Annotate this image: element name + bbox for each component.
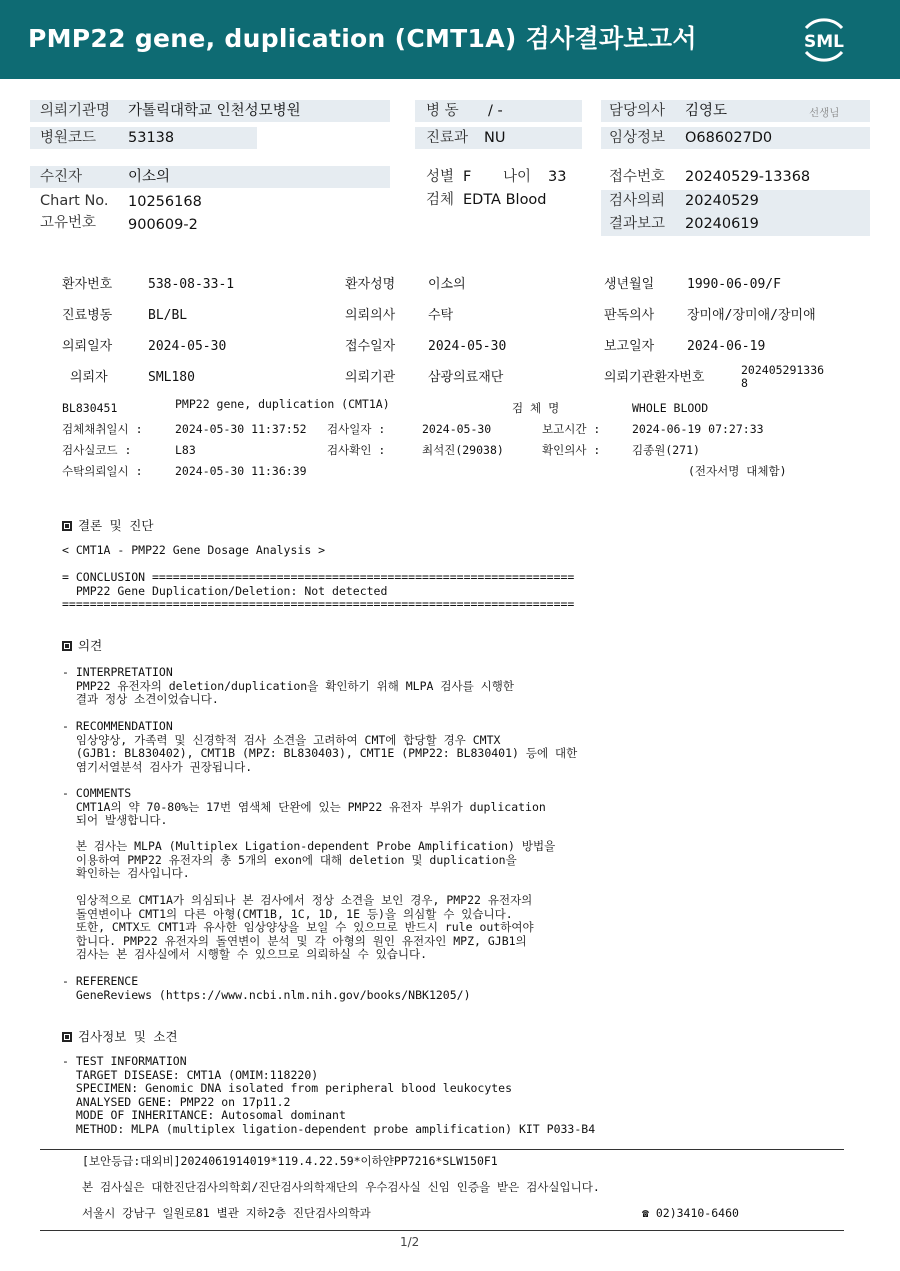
section-testinfo-heading: 검사정보 및 소견 (62, 1027, 178, 1045)
form-reqpatno-value-cont: 8 (741, 376, 748, 390)
exam-consign-label: 수탁의뢰일시 : (62, 464, 143, 478)
code-value: 53138 (128, 130, 175, 146)
form-requester-value: SML180 (148, 370, 195, 385)
clin-value: O686027D0 (685, 130, 773, 146)
doctor-suffix: 선생님 (809, 107, 840, 119)
form-ward-label: 진료병동 (62, 308, 113, 323)
form-recvdate-label: 접수일자 (345, 339, 396, 354)
doctor-value: 김영도 (685, 103, 728, 119)
page-number: 1/2 (400, 1235, 420, 1249)
exam-labcode-label: 검사실코드 : (62, 443, 132, 457)
form-readdoc-label: 판독의사 (604, 308, 655, 323)
report-value: 20240619 (685, 216, 759, 232)
exam-consign-value: 2024-05-30 11:36:39 (175, 464, 307, 478)
interpretation-block: - INTERPRETATION PMP22 유전자의 deletion/duplication을 확인하기 위해 MLPA 검사를 시행한 결과 정상 소견이었습니다. (62, 665, 514, 706)
exam-esign-note: (전자서명 대체함) (688, 464, 787, 478)
comments-block-2: 본 검사는 MLPA (Multiplex Ligation-dependent Probe Amplification) 방법을 이용하여 PMP22 유전자의 총 5개의 exon에 대해 deletion 및 duplication을 확인하는 검사입니다. (75, 839, 556, 880)
dept-label: 진료과 (426, 130, 469, 146)
info-bar-patient (30, 166, 390, 188)
report-label: 결과보고 (609, 216, 666, 232)
sex-value: F (463, 169, 472, 185)
form-recvdate-value: 2024-05-30 (428, 339, 507, 354)
chart-value: 10256168 (128, 194, 202, 210)
section-square-icon (62, 521, 72, 531)
report-title: PMP22 gene, duplication (CMT1A) 검사결과보고서 (28, 24, 697, 53)
recv-label: 접수번호 (609, 169, 666, 185)
specimen-value: EDTA Blood (463, 192, 547, 208)
req-value: 20240529 (685, 193, 759, 209)
ward-label: 병 동 (426, 103, 459, 119)
footer-bottom-rule (40, 1230, 844, 1231)
exam-labcode-value: L83 (175, 443, 196, 457)
patient-value: 이소의 (128, 169, 171, 185)
form-birth-value: 1990-06-09/F (687, 277, 781, 292)
form-repdate-label: 보고일자 (604, 339, 655, 354)
age-label: 나이 (503, 169, 532, 185)
inst-value: 가톨릭대학교 인천성모병원 (128, 103, 301, 119)
exam-reptime-value: 2024-06-19 07:27:33 (632, 422, 764, 436)
exam-confirm-value: 김종원(271) (632, 443, 700, 457)
sml-logo (796, 14, 852, 66)
exam-spec-value: WHOLE BLOOD (632, 401, 709, 415)
uid-label: 고유번호 (40, 215, 97, 231)
form-reqinst-value: 삼광의료재단 (428, 370, 504, 385)
form-reqpatno-label: 의뢰기관환자번호 (604, 370, 705, 385)
exam-collect-label: 검체채취일시 : (62, 422, 143, 436)
form-requester-label: 의뢰자 (70, 370, 108, 385)
ward-value: / - (488, 103, 503, 119)
clin-label: 임상정보 (609, 130, 666, 146)
certification-line: 본 검사실은 대한진단검사의학회/진단검사의학재단의 우수검사실 신임 인증을 받은 검사실입니다. (82, 1180, 600, 1194)
phone-line: ☎ 02)3410-6460 (642, 1206, 739, 1220)
exam-verify-value: 최석진(29038) (422, 443, 504, 457)
form-readdoc-value: 장미애/장미애/장미애 (687, 308, 816, 323)
form-patno-label: 환자번호 (62, 277, 113, 292)
form-reqdoc-value: 수탁 (428, 308, 454, 323)
section-conclusion-heading: 결론 및 진단 (62, 516, 153, 534)
form-patno-value: 538-08-33-1 (148, 277, 235, 292)
form-birth-label: 생년월일 (604, 277, 655, 292)
conclusion-block: = CONCLUSION ============================================================= PMP22 Gene Duplication/Deletion: Not detected ========================================================================== (62, 570, 575, 611)
form-reqdate-value: 2024-05-30 (148, 339, 227, 354)
form-repdate-value: 2024-06-19 (687, 339, 766, 354)
exam-testdate-value: 2024-05-30 (422, 422, 492, 436)
exam-verify-label: 검사확인 : (327, 443, 386, 457)
security-line: [보안등급:대외비]2024061914019*119.4.22.59*이하얀PP7216*SLW150F1 (82, 1154, 498, 1168)
exam-testdate-label: 검사일자 : (327, 422, 386, 436)
form-reqdate-label: 의뢰일자 (62, 339, 113, 354)
comments-block-3: 임상적으로 CMT1A가 의심되나 본 검사에서 정상 소견을 보인 경우, PMP22 유전자의 돌연변이나 CMT1의 다른 아형(CMT1B, 1C, 1D, 1E 등)을 의심할 수 있습니다. 또한, CMTX도 CMT1과 유사한 임상양상을 보일 수 있으므로 반드시 rule out하여야 합니다. PMP22 유전자의 돌연변이 분석 및 각 아형의 원인 유전자인 MPZ, GJB1의 검사는 본 검사실에서 시행할 수 있으므로 의뢰하실 수 있습니다. (75, 893, 534, 961)
exam-confirm-label: 확인의사 : (542, 443, 601, 457)
form-name-label: 환자성명 (345, 277, 396, 292)
section-square-icon (62, 1032, 72, 1042)
report-header (0, 0, 900, 79)
uid-value: 900609-2 (128, 217, 198, 233)
form-name-value: 이소의 (428, 277, 466, 292)
req-label: 검사의뢰 (609, 193, 666, 209)
form-reqpatno-value: 202405291336 (741, 363, 825, 377)
dept-value: NU (484, 130, 506, 146)
exam-code: BL830451 (62, 401, 118, 415)
section-square-icon (62, 641, 72, 651)
form-reqdoc-label: 의뢰의사 (345, 308, 396, 323)
code-label: 병원코드 (40, 130, 97, 146)
doctor-label: 담당의사 (609, 103, 666, 119)
form-reqinst-label: 의뢰기관 (345, 370, 396, 385)
recv-value: 20240529-13368 (685, 169, 811, 185)
reference-block: - REFERENCE GeneReviews (https://www.ncbi.nlm.nih.gov/books/NBK1205/) (62, 974, 471, 1002)
chart-label: Chart No. (40, 193, 109, 209)
specimen-label: 검체 (426, 192, 455, 208)
comments-block-1: - COMMENTS CMT1A의 약 70-80%는 17번 염색체 단완에 있는 PMP22 유전자 부위가 duplication 되어 발생합니다. (62, 786, 546, 827)
exam-reptime-label: 보고시간 : (542, 422, 601, 436)
address-line: 서울시 강남구 일원로81 별관 지하2층 진단검사의학과 (82, 1206, 371, 1220)
exam-spec-label: 검 체 명 (512, 401, 560, 415)
age-value: 33 (548, 169, 567, 185)
svg-text:SML: SML (804, 32, 844, 52)
inst-label: 의뢰기관명 (40, 103, 111, 119)
form-ward-value: BL/BL (148, 308, 188, 323)
patient-label: 수진자 (40, 169, 83, 185)
recommendation-block: - RECOMMENDATION 임상양상, 가족력 및 신경학적 검사 소견을 고려하여 CMT에 합당할 경우 CMTX (GJB1: BL830402), CMT1B (MPZ: BL830403), CMT1E (PMP22: BL830401) 등에 대한 염기서열분석 검사가 권장됩니다. (62, 719, 578, 774)
section-opinion-heading: 의견 (62, 636, 102, 654)
test-info-block: - TEST INFORMATION TARGET DISEASE: CMT1A (OMIM:118220) SPECIMEN: Genomic DNA isolated from peripheral blood leukocytes ANALYSED GENE: PMP22 on 17p11.2 MODE OF INHERITANCE: Autosomal dominant METHOD: MLPA (multiplex ligation-dependent probe amplification) KIT P033-B4 (62, 1054, 596, 1136)
exam-collect-value: 2024-05-30 11:37:52 (175, 422, 307, 436)
sex-label: 성별 (426, 169, 455, 185)
footer-top-rule (40, 1149, 844, 1150)
exam-name: PMP22 gene, duplication (CMT1A) (175, 397, 390, 411)
analysis-title: < CMT1A - PMP22 Gene Dosage Analysis > (62, 543, 326, 557)
